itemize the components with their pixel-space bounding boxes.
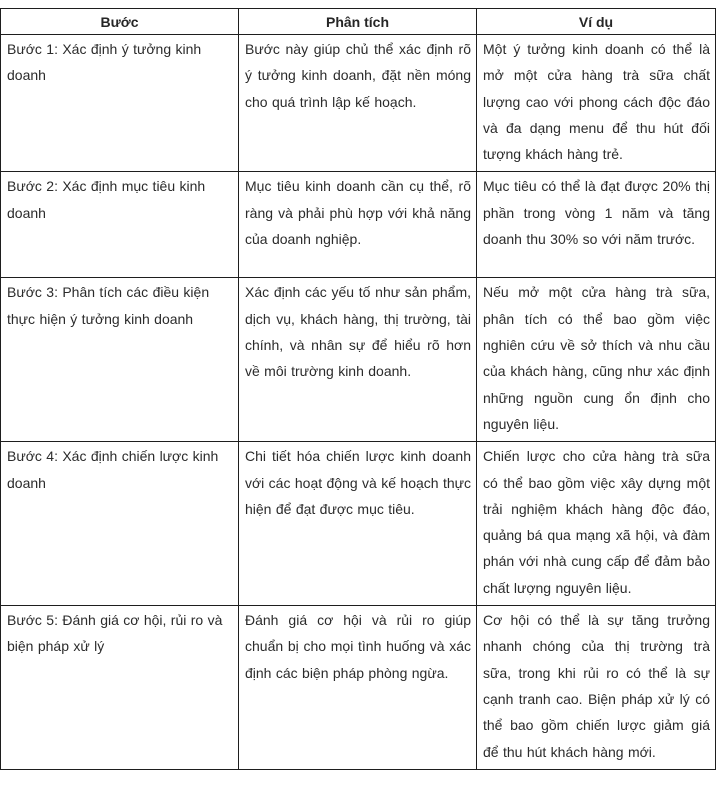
step-cell: Bước 1: Xác định ý tưởng kinh doanh <box>1 35 239 172</box>
step-cell: Bước 3: Phân tích các điều kiện thực hiện ý tưởng kinh doanh <box>1 278 239 442</box>
table-row <box>1 172 716 278</box>
analysis-cell: Xác định các yếu tố như sản phẩm, dịch vụ, khách hàng, thị trường, tài chính, và nhân sự để hiểu rõ hơn về môi trường kinh doanh. <box>239 278 477 442</box>
header-example: Ví dụ <box>477 9 716 35</box>
table-row <box>1 35 716 172</box>
analysis-cell: Đánh giá cơ hội và rủi ro giúp chuẩn bị cho mọi tình huống và xác định các biện pháp phòng ngừa. <box>239 606 477 770</box>
step-cell: Bước 5: Đánh giá cơ hội, rủi ro và biện pháp xử lý <box>1 606 239 770</box>
example-cell: Một ý tưởng kinh doanh có thể là mở một cửa hàng trà sữa chất lượng cao với phong cách độc đáo và đa dạng menu để thu hút đối tượng khách hàng trẻ. <box>477 35 716 172</box>
table-row <box>1 442 716 606</box>
step-cell: Bước 2: Xác định mục tiêu kinh doanh <box>1 172 239 278</box>
analysis-cell: Chi tiết hóa chiến lược kinh doanh với các hoạt động và kế hoạch thực hiện để đạt được mục tiêu. <box>239 442 477 606</box>
header-step: Bước <box>1 9 239 35</box>
header-analysis: Phân tích <box>239 9 477 35</box>
header-row <box>1 9 716 35</box>
business-plan-table <box>0 8 716 770</box>
analysis-cell: Bước này giúp chủ thể xác định rõ ý tưởng kinh doanh, đặt nền móng cho quá trình lập kế hoạch. <box>239 35 477 172</box>
analysis-cell: Mục tiêu kinh doanh cần cụ thể, rõ ràng và phải phù hợp với khả năng của doanh nghiệp. <box>239 172 477 278</box>
example-cell: Chiến lược cho cửa hàng trà sữa có thể bao gồm việc xây dựng một trải nghiệm khách hàng độc đáo, quảng bá qua mạng xã hội, và đàm phán với nhà cung cấp để đảm bảo chất lượng nguyên liệu. <box>477 442 716 606</box>
step-cell: Bước 4: Xác định chiến lược kinh doanh <box>1 442 239 606</box>
example-cell: Nếu mở một cửa hàng trà sữa, phân tích có thể bao gồm việc nghiên cứu về sở thích và nhu cầu của khách hàng, cũng như xác định những nguồn cung ổn định cho nguyên liệu. <box>477 278 716 442</box>
example-cell: Cơ hội có thể là sự tăng trưởng nhanh chóng của thị trường trà sữa, trong khi rủi ro có thể là sự cạnh tranh cao. Biện pháp xử lý có thể bao gồm chiến lược giảm giá để thu hút khách hàng mới. <box>477 606 716 770</box>
example-cell: Mục tiêu có thể là đạt được 20% thị phần trong vòng 1 năm và tăng doanh thu 30% so với năm trước. <box>477 172 716 278</box>
table-row <box>1 606 716 770</box>
table-row <box>1 278 716 442</box>
